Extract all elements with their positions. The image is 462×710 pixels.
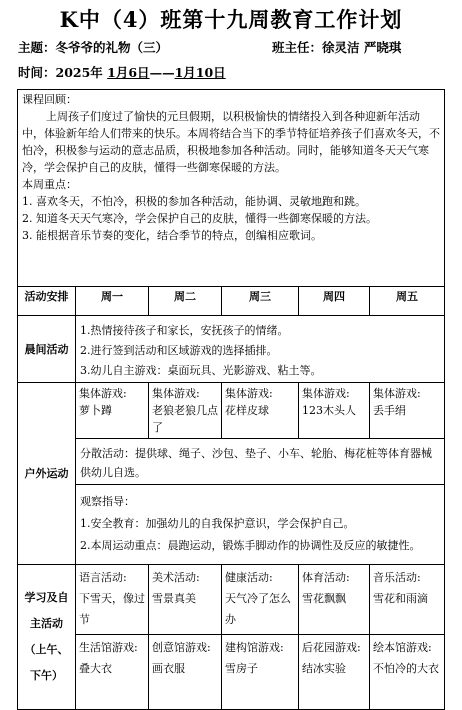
learning-label: [18, 565, 76, 710]
time-start: 1月6日: [107, 65, 150, 80]
activity-title: 建构馆游戏:: [225, 641, 284, 654]
focus-item: 1. 喜欢冬天，不怕冷，积极的参加各种活动，能协调、灵敏地跑和跳。: [22, 195, 366, 208]
game-cell: [370, 383, 445, 439]
activity-name: 雪房子: [225, 662, 258, 675]
morning-line: 3.幼儿自主游戏：桌面玩具、光影游戏、粘土等。: [80, 364, 322, 377]
review-row: [18, 90, 445, 287]
game-cell: [222, 383, 299, 439]
theme-label: 主题：冬爷爷的礼物（三）: [18, 40, 169, 55]
game-name: 丢手绢: [373, 404, 406, 417]
time-end: 1月10日: [174, 65, 226, 80]
game-title: 集体游戏:: [152, 387, 200, 400]
activity-name: 雪景真美: [152, 592, 196, 605]
activity-cell: [76, 635, 149, 710]
activity-name: 叠大衣: [79, 662, 112, 675]
activity-title: 绘本馆游戏:: [373, 641, 432, 654]
learning-am-row: [18, 565, 445, 635]
header-cell: 周五: [370, 287, 445, 316]
activity-name: 天气冷了怎么办: [225, 592, 291, 626]
activity-name: 结冰实验: [302, 662, 346, 675]
observe-heading: 观察指导：: [80, 495, 135, 508]
observe-line: 1.安全教育：加强幼儿的自我保护意识，学会保护自己。: [80, 517, 355, 530]
activity-name: 画衣服: [152, 662, 185, 675]
learning-pm-row: [18, 635, 445, 710]
activity-title: 美术活动:: [152, 571, 200, 584]
activity-title: 语言活动:: [79, 571, 127, 584]
course-review: [18, 90, 445, 287]
game-cell: [149, 383, 222, 439]
game-name: 花样皮球: [225, 404, 269, 417]
header-row: [18, 287, 445, 316]
header-cell: 周四: [299, 287, 370, 316]
observe-guidance: [76, 485, 445, 565]
game-name: 老狼老狼几点了: [152, 404, 218, 434]
activity-name: 下雪天，像过节: [79, 592, 145, 626]
game-name: 123木头人: [302, 404, 356, 417]
outdoor-observe-row: [18, 485, 445, 565]
game-cell: [299, 383, 370, 439]
activity-cell: [299, 565, 370, 635]
review-heading: 课程回顾：: [22, 93, 77, 106]
activity-cell: [222, 635, 299, 710]
morning-line: 1.热情接待孩子和家长，安抚孩子的情绪。: [80, 324, 289, 337]
date-range: [18, 63, 226, 81]
activity-cell: [222, 565, 299, 635]
activity-cell: [370, 635, 445, 710]
scattered-activity: 分散活动：提供球、绳子、沙包、垫子、小车、轮胎、梅花桩等体育器械供幼儿自选。: [76, 439, 445, 485]
morning-row: [18, 316, 445, 383]
activity-name: 雪花飘飘: [302, 592, 346, 605]
header-cell: 周一: [76, 287, 149, 316]
plan-table: [17, 89, 445, 710]
time-prefix: 时间：2025年: [18, 65, 103, 80]
game-cell: [76, 383, 149, 439]
learning-label-time: （上午、下午）: [24, 643, 69, 682]
outdoor-scattered-row: [18, 439, 445, 485]
activity-title: 音乐活动:: [373, 571, 421, 584]
focus-heading: 本周重点：: [22, 178, 77, 191]
header-cell: 周三: [222, 287, 299, 316]
activity-name: 雪花和雨滴: [373, 592, 428, 605]
game-title: 集体游戏:: [79, 387, 127, 400]
activity-title: 后花园游戏:: [302, 641, 361, 654]
page-title: K中（4）班第十九周教育工作计划: [59, 7, 403, 32]
outdoor-games-row: [18, 383, 445, 439]
focus-item: 2. 知道冬天天气寒冷，学会保护自己的皮肤，懂得一些御寒保暖的方法。: [22, 212, 377, 225]
game-title: 集体游戏:: [302, 387, 350, 400]
outdoor-label: 户外运动: [18, 383, 76, 565]
activity-title: 健康活动:: [225, 571, 273, 584]
activity-cell: [370, 565, 445, 635]
review-paragraph: 上周孩子们度过了愉快的元旦假期，以积极愉快的情绪投入到各种迎新年活动中，体验新年给人们带来的快乐。本周将结合当下的季节特征培养孩子们喜欢冬天，不怕冷，积极参与运动的意志品质，积极地参加各种活动。同时，能够知道冬天天气寒冷，学会保护自己的皮肤，懂得一些御寒保暖的方法。: [22, 110, 440, 174]
teacher-label: 班主任：徐灵洁 严晓琪: [272, 40, 402, 55]
morning-label: 晨间活动: [18, 316, 76, 383]
observe-line: 2.本周运动重点：晨跑运动，锻炼手脚动作的协调性及反应的敏捷性。: [80, 539, 421, 552]
morning-line: 2.进行签到活动和区域游戏的选择插排。: [80, 344, 278, 357]
activity-cell: [149, 635, 222, 710]
game-title: 集体游戏:: [373, 387, 421, 400]
time-separator: ——: [149, 65, 175, 80]
game-name: 萝卜蹲: [79, 404, 112, 417]
focus-item: 3. 能根据音乐节奏的变化，结合季节的特点，创编相应歌词。: [22, 229, 322, 242]
header-cell: 活动安排: [18, 287, 76, 316]
morning-content: [76, 316, 445, 383]
game-title: 集体游戏:: [225, 387, 273, 400]
activity-cell: [149, 565, 222, 635]
activity-title: 体育活动:: [302, 571, 350, 584]
activity-cell: [76, 565, 149, 635]
learning-label-main: 学习及自主活动: [24, 591, 69, 630]
header-cell: 周二: [149, 287, 222, 316]
activity-cell: [299, 635, 370, 710]
activity-name: 不怕冷的大衣: [373, 662, 439, 675]
activity-title: 生活馆游戏:: [79, 641, 138, 654]
activity-title: 创意馆游戏:: [152, 641, 211, 654]
